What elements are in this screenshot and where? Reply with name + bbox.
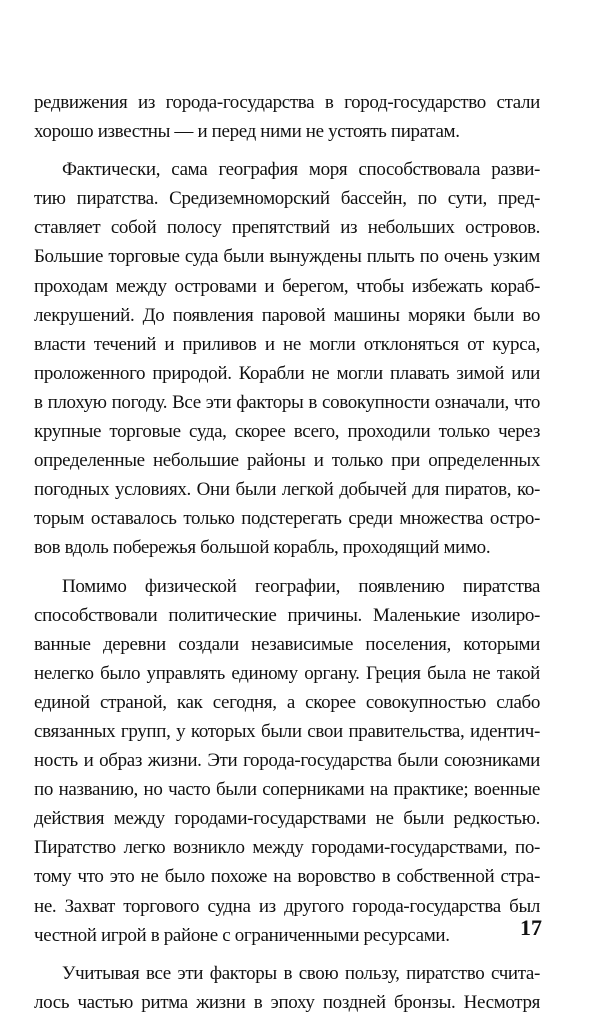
text-line: не. Захват торгового судна из другого города-государства был [34,895,540,917]
text-line: тию пиратства. Средиземноморский бассейн, по сути, пред- [34,188,540,210]
text-line: редвижения из города-государства в город-государство стали [34,92,540,113]
paragraph [34,572,540,950]
text-line: ставляет собой полосу препятствий из небольших островов. [34,217,540,239]
text-line: ность и образ жизни. Эти города-государства были союзниками [34,750,540,772]
text-line: честной игрой в районе с ограниченными ресурсами. [34,924,450,946]
text-line: торым оставалось только подстерегать среди множества остро- [34,508,540,530]
text-line: Фактически, сама география моря способствовала разви- [62,159,540,181]
page-text [34,88,540,1017]
text-line: проложенного природой. Корабли не могли плавать зимой или [34,362,540,384]
text-line: Помимо физической географии, появлению пиратства [62,575,540,597]
paragraph [34,88,540,146]
text-line: ванные деревни создали независимые поселения, которыми [34,633,540,655]
text-line: единой страной, как сегодня, а скорее совокупностью слабо [34,691,540,713]
text-line: определенные небольшие районы и только при определенных [34,450,540,472]
text-line: вов вдоль побережья большой корабль, проходящий мимо. [34,537,491,559]
text-line: действия между городами-государствами не были редкостью. [34,808,540,830]
text-line: связанных групп, у которых были свои правительства, идентич- [34,720,540,742]
text-line: проходам между островами и берегом, чтобы избежать кораб- [34,275,540,297]
text-line: Большие торговые суда были вынуждены плыть по очень узким [34,246,540,268]
text-line: в плохую погоду. Все эти факторы в совокупности означали, что [34,391,540,413]
text-line: Пиратство легко возникло между городами-государствами, по- [34,837,540,859]
page-number: 17 [520,915,542,940]
paragraph [34,959,540,1017]
text-line: нелегко было управлять единому органу. Греция была не такой [34,662,540,684]
text-line: крупные торговые суда, скорее всего, проходили только через [34,421,540,443]
text-line: по названию, но часто были соперниками на практике; военные [34,779,540,801]
text-line: Учитывая все эти факторы в свою пользу, пиратство счита- [62,962,540,984]
text-line: лекрушений. До появления паровой машины моряки были во [34,304,540,326]
text-line: лось частью ритма жизни в эпоху поздней бронзы. Несмотря [34,991,540,1013]
text-line: хорошо известны — и перед ними не устоять пиратам. [34,121,460,143]
text-line: тому что это не было похоже на воровство в собственной стра- [34,866,540,888]
text-line: погодных условиях. Они были легкой добычей для пиратов, ко- [34,479,540,501]
text-line: власти течений и приливов и не могли отклоняться от курса, [34,333,540,355]
paragraph [34,155,540,562]
text-line: способствовали политические причины. Маленькие изолиро- [34,604,540,626]
